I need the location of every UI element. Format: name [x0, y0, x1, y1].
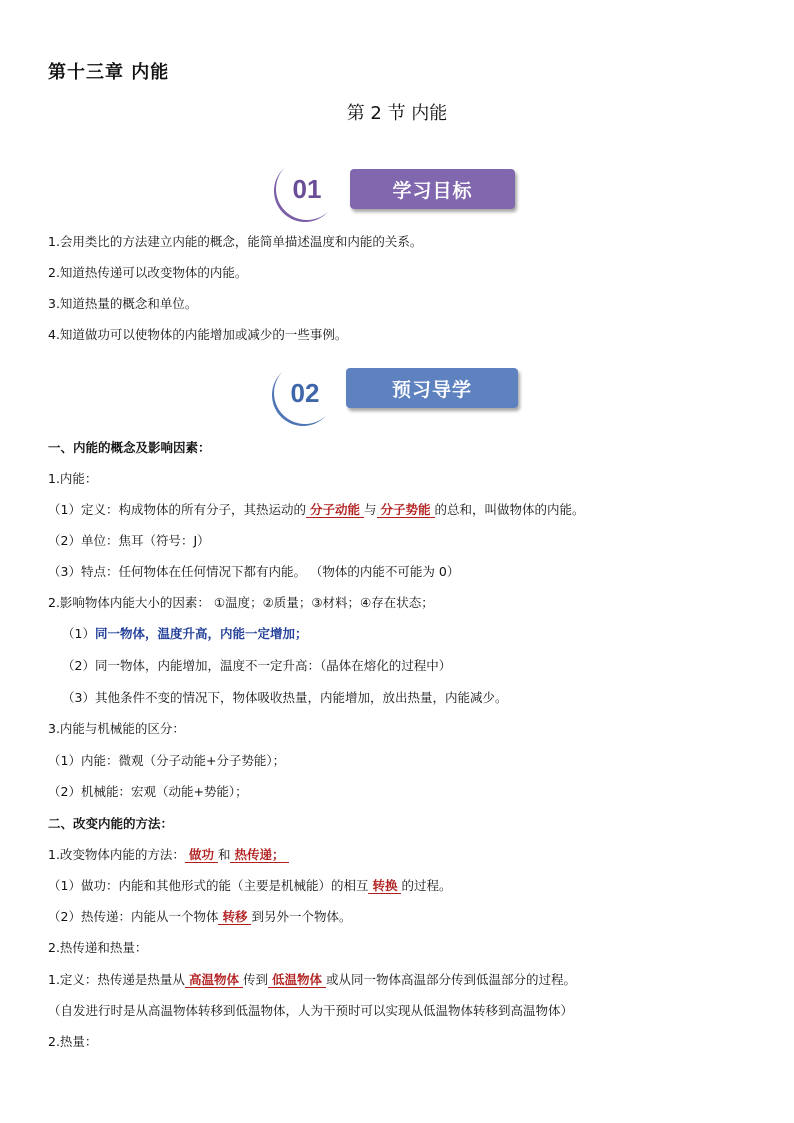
- answer-blank: 转移: [218, 910, 251, 925]
- text: 或从同一物体高温部分传到低温部分的过程。: [325, 972, 576, 987]
- badge-number: 01: [276, 158, 338, 220]
- objective-item: 3.知道热量的概念和单位。: [48, 296, 198, 311]
- distinction-internal: （1）内能：微观（分子动能+分子势能）；: [48, 753, 286, 768]
- badge-label: 学习目标: [350, 169, 515, 209]
- highlight-text: 同一物体，温度升高，内能一定增加；: [94, 626, 308, 641]
- subheading-internal-energy: 1.内能：: [48, 471, 98, 486]
- methods-line: [48, 845, 289, 863]
- badge-label: 预习导学: [346, 368, 518, 408]
- text: 到另外一个物体。: [251, 909, 352, 924]
- definition-line: [48, 500, 585, 518]
- feature-line: （3）特点：任何物体在任何情况下都有内能。 （物体的内能不可能为 0）: [48, 564, 460, 579]
- answer-blank: 转换: [368, 879, 401, 894]
- answer-blank: 高温物体: [185, 973, 243, 988]
- heat-quantity-heading: 2.热量：: [48, 1034, 98, 1049]
- badge-preview-guide: [268, 360, 524, 426]
- chapter-title: 第十三章 内能: [48, 62, 170, 83]
- factors-line: 2.影响物体内能大小的因素： ①温度；②质量；③材料；④存在状态；: [48, 595, 434, 610]
- factor-case-1: [62, 624, 307, 642]
- text: 和: [217, 847, 231, 862]
- text: （1）: [62, 626, 95, 641]
- answer-blank: 分子势能: [377, 503, 435, 518]
- objective-item: 2.知道热传递可以改变物体的内能。: [48, 265, 248, 280]
- text: （1）做功：内能和其他形式的能（主要是机械能）的相互: [48, 878, 369, 893]
- objective-item: 4.知道做功可以使物体的内能增加或减少的一些事例。: [48, 327, 348, 342]
- distinction-heading: 3.内能与机械能的区分：: [48, 721, 185, 736]
- answer-blank: [230, 848, 288, 863]
- text: 1.定义：热传递是热量从: [48, 972, 185, 987]
- factor-case-2: （2）同一物体，内能增加，温度不一定升高：（晶体在熔化的过程中）: [62, 658, 452, 673]
- distinction-mechanical: （2）机械能：宏观（动能+势能）；: [48, 784, 248, 799]
- text: 的过程。: [401, 878, 452, 893]
- factor-case-3: （3）其他条件不变的情况下，物体吸收热量，内能增加，放出热量，内能减少。: [62, 690, 508, 705]
- text: 热传递: [234, 847, 272, 862]
- heading-internal-energy-concept: 一、内能的概念及影响因素：: [48, 440, 211, 455]
- answer-blank: 低温物体: [268, 973, 326, 988]
- text: 与: [363, 502, 377, 517]
- heading-change-methods: 二、改变内能的方法：: [48, 816, 174, 831]
- objective-item: 1.会用类比的方法建立内能的概念，能简单描述温度和内能的关系。: [48, 234, 423, 249]
- badge-number: 02: [274, 362, 336, 424]
- heat-transfer-line: [48, 907, 352, 925]
- text: （2）热传递：内能从一个物体: [48, 909, 219, 924]
- work-line: [48, 876, 452, 894]
- text: 1.改变物体内能的方法：: [48, 847, 185, 862]
- text: （1）定义：构成物体的所有分子，其热运动的: [48, 502, 306, 517]
- section-title: 第 2 节 内能: [346, 103, 448, 124]
- answer-blank: 分子动能: [306, 503, 364, 518]
- heat-transfer-note: （自发进行时是从高温物体转移到低温物体，人为干预时可以实现从低温物体转移到高温物体）: [48, 1003, 574, 1018]
- text: 的总和，叫做物体的内能。: [434, 502, 585, 517]
- heat-transfer-definition: [48, 970, 576, 988]
- unit-line: （2）单位：焦耳（符号：J）: [48, 533, 210, 548]
- text: ；: [271, 847, 285, 862]
- badge-learning-goals: [270, 156, 520, 222]
- text: 传到: [242, 972, 268, 987]
- answer-blank: 做功: [185, 848, 218, 863]
- heat-heading: 2.热传递和热量：: [48, 940, 148, 955]
